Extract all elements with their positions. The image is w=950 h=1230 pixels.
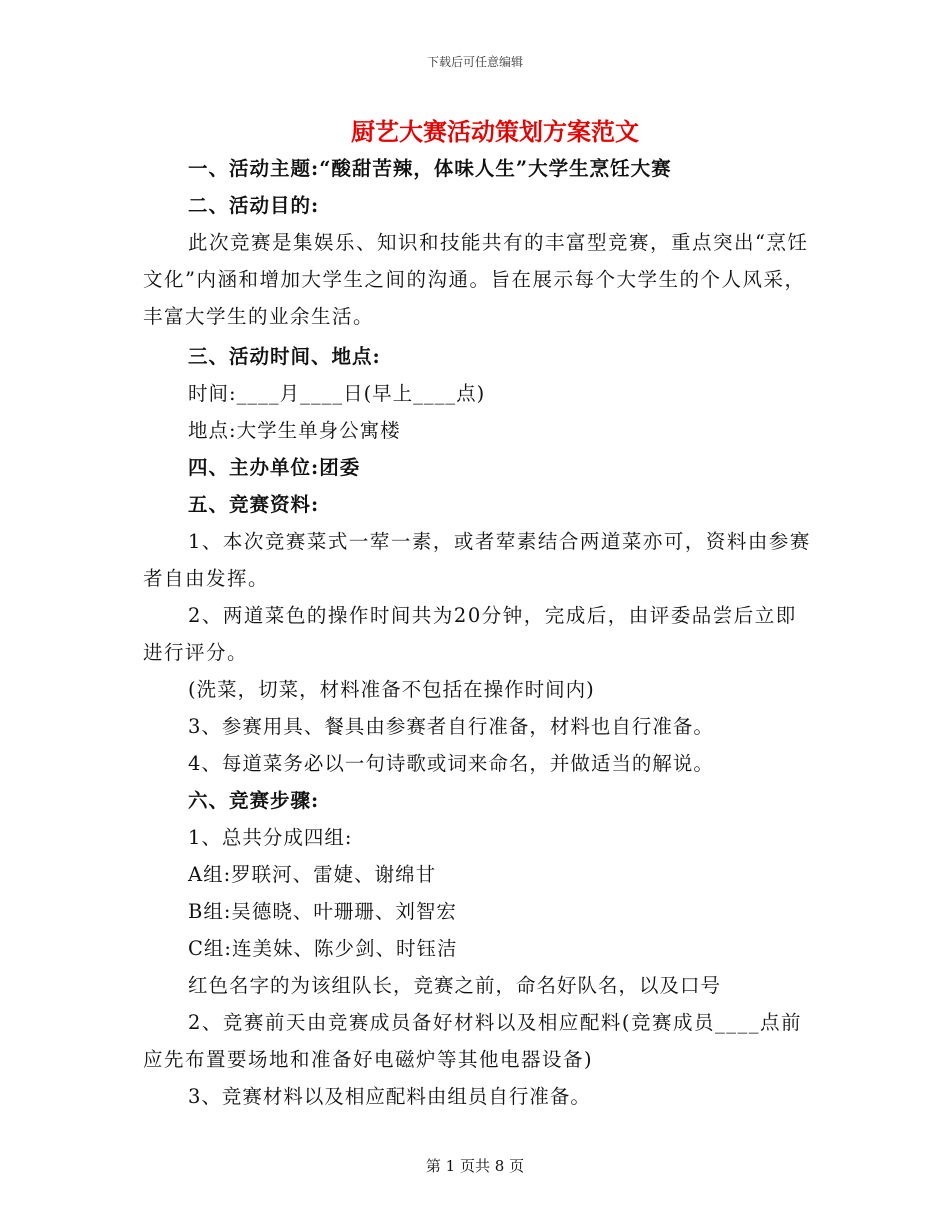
header-note: 下载后可任意编辑 <box>426 55 523 69</box>
group-a: A组:罗联河、雷婕、谢绵甘 <box>188 863 437 886</box>
steps-item-2: 2、竞赛前天由竞赛成员备好材料以及相应配料(竞赛成员____点前应先布置要场地和准备好电磁炉等其他电器设备) <box>143 1011 803 1071</box>
place-line: 地点:大学生单身公寓楼 <box>188 419 401 442</box>
materials-item-4: 4、每道菜务必以一句诗歌或词来命名，并做适当的解说。 <box>188 752 714 775</box>
captain-note: 红色名字的为该组队长，竞赛之前，命名好队名，以及口号 <box>188 974 722 997</box>
section-materials-heading: 五、竞赛资料: <box>188 493 320 516</box>
section-time-place-heading: 三、活动时间、地点: <box>188 345 381 368</box>
materials-item-3: 3、参赛用具、餐具由参赛者自行准备，材料也自行准备。 <box>188 715 714 738</box>
time-line: 时间:____月____日(早上____点) <box>188 382 486 405</box>
section-theme: 一、活动主题:“酸甜苦辣，体味人生”大学生烹饪大赛 <box>188 157 672 180</box>
materials-item-1: 1、本次竞赛菜式一荤一素，或者荤素结合两道菜亦可，资料由参赛者自由发挥。 <box>143 530 811 590</box>
group-b: B组:吴德晓、叶珊珊、刘智宏 <box>188 900 457 923</box>
section-organizer: 四、主办单位:团委 <box>188 456 361 479</box>
document-title: 厨艺大赛活动策划方案范文 <box>351 117 639 146</box>
section-steps-heading: 六、竞赛步骤: <box>188 789 320 812</box>
materials-item-2: 2、两道菜色的操作时间共为20分钟，完成后，由评委品尝后立即进行评分。 <box>143 604 797 664</box>
steps-item-1: 1、总共分成四组: <box>188 826 353 849</box>
materials-item-2-note: (洗菜，切菜，材料准备不包括在操作时间内) <box>188 678 595 701</box>
purpose-paragraph: 此次竞赛是集娱乐、知识和技能共有的丰富型竞赛，重点突出“烹饪文化”内涵和增加大学生之间的沟通。旨在展示每个大学生的个人风采，丰富大学生的业余生活。 <box>143 231 809 328</box>
group-c: C组:连美妹、陈少剑、时钰洁 <box>188 937 458 960</box>
page-footer: 第 1 页共 8 页 <box>425 1157 525 1175</box>
section-purpose-heading: 二、活动目的: <box>188 194 320 217</box>
steps-item-3: 3、竞赛材料以及相应配料由组员自行准备。 <box>188 1085 591 1108</box>
document-body <box>143 150 813 1115</box>
